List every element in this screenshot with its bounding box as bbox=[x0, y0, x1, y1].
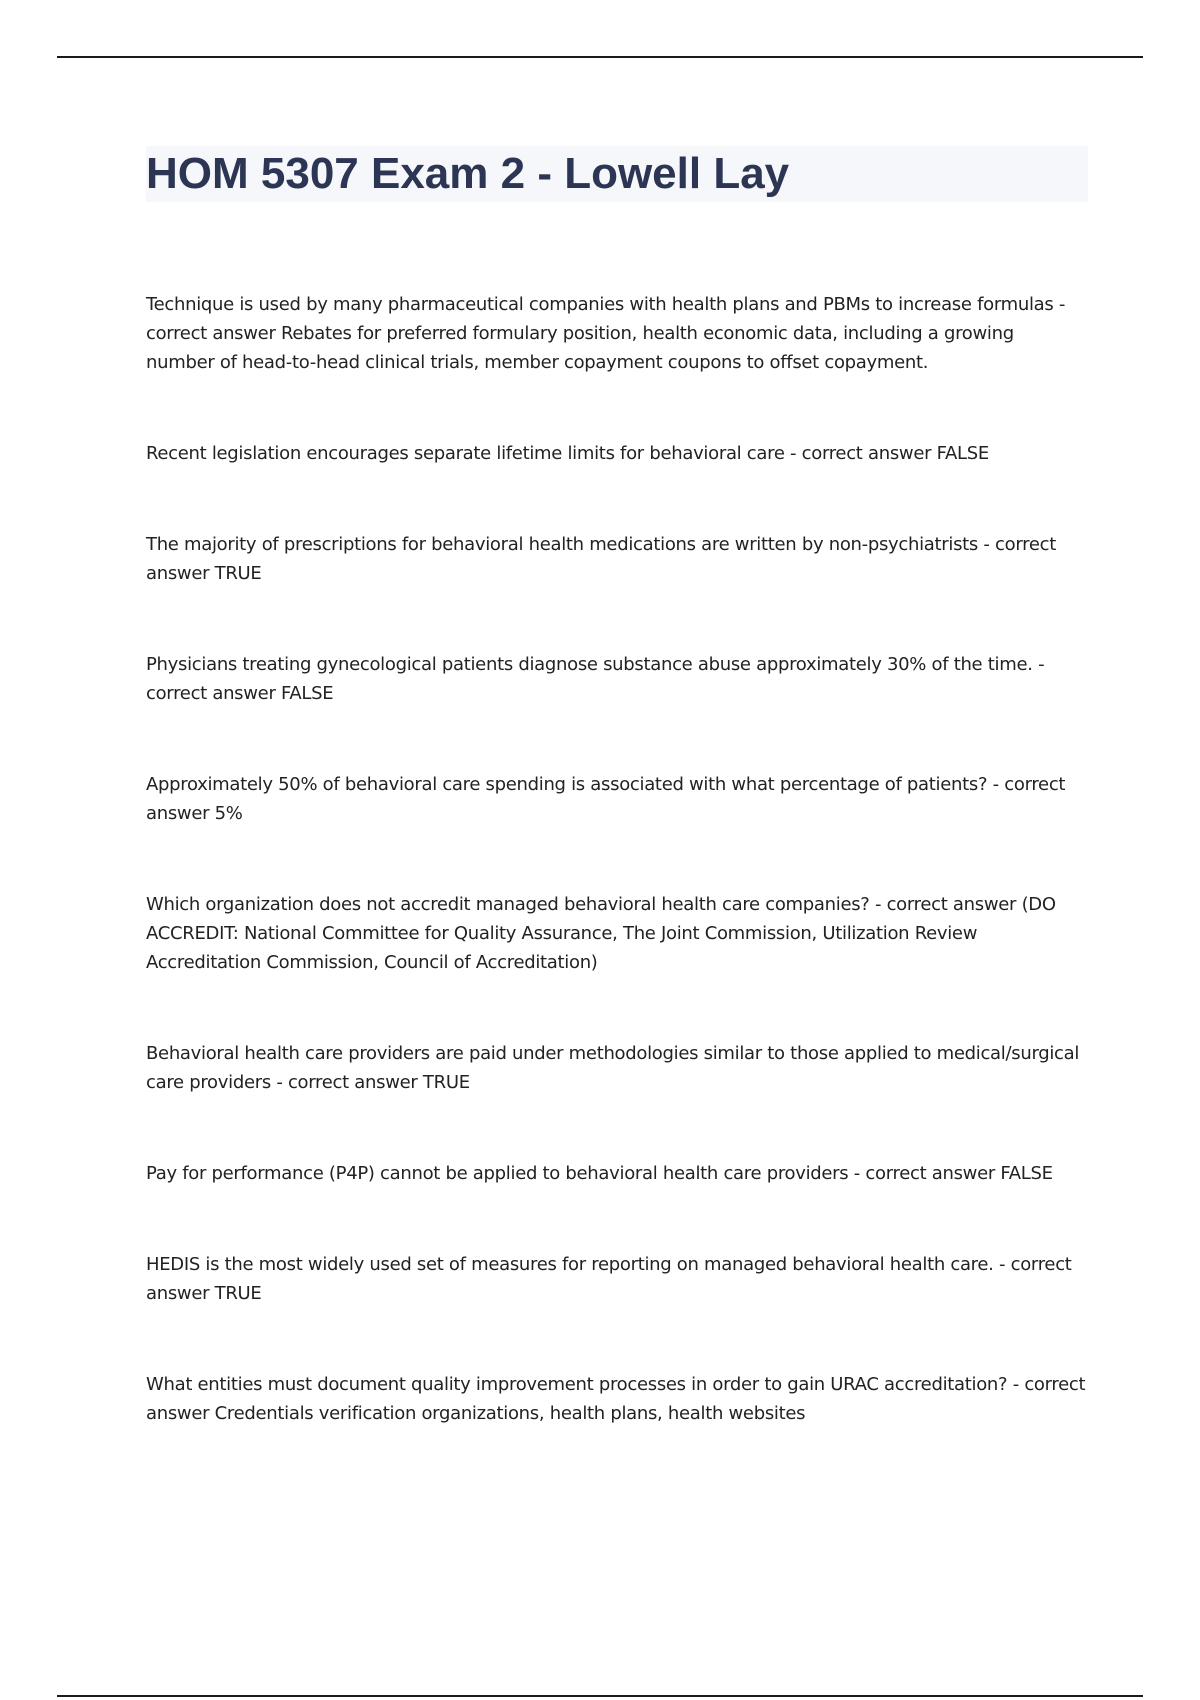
qa-item-10: What entities must document quality improvement processes in order to gain URAC accreditation? - correct answer Credentials verification organizations, health plans, health websites bbox=[146, 1374, 1086, 1424]
document-title: HOM 5307 Exam 2 - Lowell Lay bbox=[146, 149, 790, 198]
top-rule bbox=[57, 56, 1143, 58]
qa-item-1: Technique is used by many pharmaceutical companies with health plans and PBMs to increase formulas - correct answer Rebates for preferred formulary position, health economic data, including a growing number of head-to-head clinical trials, member copayment coupons to offset copayment. bbox=[146, 294, 1066, 373]
qa-item-5: Approximately 50% of behavioral care spending is associated with what percentage of patients? - correct answer 5% bbox=[146, 774, 1066, 824]
qa-item-8: Pay for performance (P4P) cannot be applied to behavioral health care providers - correct answer FALSE bbox=[146, 1163, 1053, 1184]
qa-item-3: The majority of prescriptions for behavioral health medications are written by non-psychiatrists - correct answer TRUE bbox=[146, 534, 1056, 584]
bottom-rule bbox=[57, 1695, 1143, 1697]
qa-list bbox=[146, 290, 1086, 1490]
qa-item-9: HEDIS is the most widely used set of measures for reporting on managed behavioral health care. - correct answer TRUE bbox=[146, 1254, 1072, 1304]
qa-item-2: Recent legislation encourages separate lifetime limits for behavioral care - correct answer FALSE bbox=[146, 443, 989, 464]
qa-item-6: Which organization does not accredit managed behavioral health care companies? - correct answer (DO ACCREDIT: National Committee for Quality Assurance, The Joint Commission, Utilization Review Accreditation Commission, Council of Accreditation) bbox=[146, 894, 1056, 973]
qa-item-7: Behavioral health care providers are paid under methodologies similar to those applied to medical/surgical care providers - correct answer TRUE bbox=[146, 1043, 1080, 1093]
qa-item-4: Physicians treating gynecological patients diagnose substance abuse approximately 30% of the time. - correct answer FALSE bbox=[146, 654, 1045, 704]
